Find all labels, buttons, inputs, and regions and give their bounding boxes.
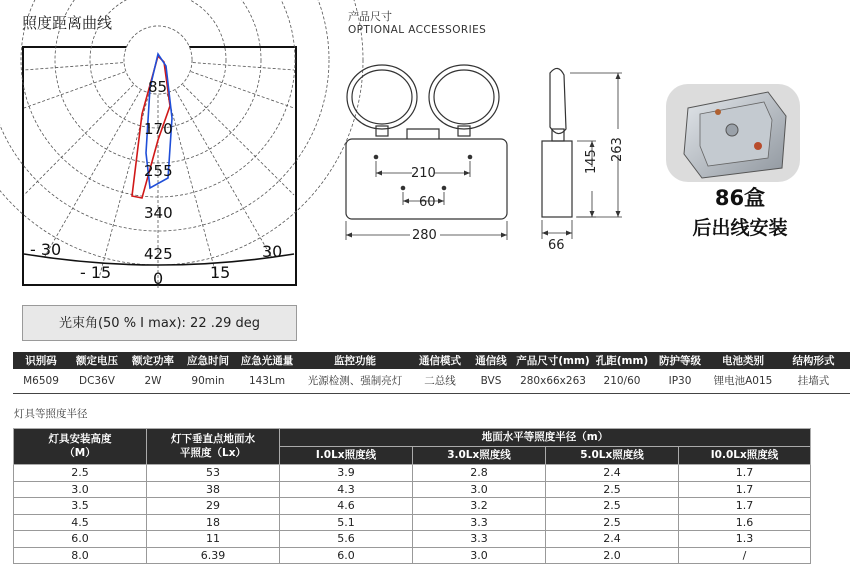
spec-header: 通信模式 (411, 352, 469, 369)
cell: 2.5 (546, 498, 679, 515)
dimension-label: 210 (411, 166, 436, 181)
illum-header-row (14, 429, 811, 447)
cell: 2.5 (546, 514, 679, 531)
ring-label: 85 (148, 78, 168, 96)
header-text: （M） (64, 446, 96, 459)
table-row (14, 481, 811, 498)
spec-header: 识别码 (13, 352, 69, 369)
cell: 4.5 (14, 514, 147, 531)
subheader: I0.0Lx照度线 (679, 447, 811, 465)
spec-cell: 280x66x263 (513, 369, 593, 393)
spec-cell: IP30 (651, 369, 709, 393)
spec-cell: 锂电池A015 (709, 369, 777, 393)
angle-label: - 15 (80, 263, 112, 282)
header-text: 平照度（Lx） (180, 446, 246, 459)
cell: 38 (147, 481, 280, 498)
cell: 4.6 (280, 498, 413, 515)
cell: 4.3 (280, 481, 413, 498)
ring-label: 425 (144, 245, 173, 263)
dimension-label: 280 (412, 228, 437, 243)
cell: 1.3 (679, 531, 811, 548)
spec-cell: DC36V (69, 369, 125, 393)
cell: 2.8 (413, 465, 546, 482)
cell: 3.9 (280, 465, 413, 482)
junction-box-image (664, 82, 802, 184)
cell: 2.4 (546, 465, 679, 482)
cell: 29 (147, 498, 280, 515)
spec-header: 通信线 (469, 352, 513, 369)
cell: 8.0 (14, 547, 147, 564)
spec-header: 产品尺寸(mm) (513, 352, 593, 369)
angle-label: 30 (262, 242, 283, 261)
table-row (13, 369, 850, 393)
beam-angle-box (22, 305, 297, 341)
spec-header: 额定功率 (125, 352, 181, 369)
spec-cell: 挂墙式 (777, 369, 850, 393)
spec-header: 应急光通量 (235, 352, 299, 369)
spec-header: 防护等级 (651, 352, 709, 369)
table-row (14, 514, 811, 531)
header-text: 灯具安装高度 (48, 433, 112, 446)
ring-label: 340 (144, 204, 173, 222)
mounting-label: 后出线安装 (692, 217, 788, 239)
dimension-title: 产品尺寸 (348, 10, 392, 23)
cell: 1.7 (679, 465, 811, 482)
ring-label: 170 (144, 120, 173, 138)
dimension-subtitle: OPTIONAL ACCESSORIES (348, 24, 487, 36)
cell: 18 (147, 514, 280, 531)
cell: 2.5 (546, 481, 679, 498)
table-row (14, 465, 811, 482)
spec-cell: 2W (125, 369, 181, 393)
spec-table (13, 352, 850, 394)
illumination-table-title: 灯具等照度半径 (14, 408, 88, 420)
cell: 6.39 (147, 547, 280, 564)
cell: 2.5 (14, 465, 147, 482)
spec-cell: 143Lm (235, 369, 299, 393)
spec-header: 额定电压 (69, 352, 125, 369)
cell: 3.0 (413, 481, 546, 498)
spec-header-row (13, 352, 850, 369)
spec-header: 应急时间 (181, 352, 235, 369)
header-radius: 地面水平等照度半径（m） (280, 429, 811, 447)
cell: 5.1 (280, 514, 413, 531)
header-text: 灯下垂直点地面水 (171, 433, 255, 446)
illumination-table (13, 428, 811, 564)
ring-label: 255 (144, 162, 173, 180)
polar-chart (22, 46, 297, 286)
spec-header: 监控功能 (299, 352, 411, 369)
cell: 6.0 (14, 531, 147, 548)
cell: 53 (147, 465, 280, 482)
spec-cell: 二总线 (411, 369, 469, 393)
cell: 5.6 (280, 531, 413, 548)
dimension-label: 60 (419, 195, 436, 210)
spec-cell: 光源检测、强制亮灯 (299, 369, 411, 393)
beam-angle-text: 光束角(50 % I max): 22 .29 deg (58, 315, 261, 331)
header-install-height (14, 429, 147, 465)
cell: 2.0 (546, 547, 679, 564)
header-vertical-illuminance (147, 429, 280, 465)
spec-cell: 90min (181, 369, 235, 393)
cell: 1.7 (679, 481, 811, 498)
cell: 1.6 (679, 514, 811, 531)
cell: 3.3 (413, 531, 546, 548)
dimension-label: 66 (548, 238, 565, 253)
subheader: 5.0Lx照度线 (546, 447, 679, 465)
cell: 3.2 (413, 498, 546, 515)
spec-cell: 210/60 (593, 369, 651, 393)
angle-label: 0 (153, 269, 164, 288)
table-row (14, 498, 811, 515)
subheader: I.0Lx照度线 (280, 447, 413, 465)
cell: 2.4 (546, 531, 679, 548)
spec-header: 结构形式 (777, 352, 850, 369)
cell: 1.7 (679, 498, 811, 515)
table-row (14, 547, 811, 564)
spec-header: 电池类别 (709, 352, 777, 369)
spec-cell: BVS (469, 369, 513, 393)
spec-header: 孔距(mm) (593, 352, 651, 369)
angle-label: - 30 (30, 240, 62, 259)
cell: / (679, 547, 811, 564)
spec-cell: M6509 (13, 369, 69, 393)
cell: 11 (147, 531, 280, 548)
cell: 3.0 (413, 547, 546, 564)
subheader: 3.0Lx照度线 (413, 447, 546, 465)
cell: 6.0 (280, 547, 413, 564)
angle-label: 15 (210, 263, 231, 282)
dimension-label: 145 (584, 149, 599, 174)
cell: 3.5 (14, 498, 147, 515)
cell: 3.0 (14, 481, 147, 498)
table-row (14, 531, 811, 548)
polar-chart-title: 照度距离曲线 (22, 14, 113, 32)
cell: 3.3 (413, 514, 546, 531)
mounting-label: 86盒 (714, 186, 766, 210)
dimension-label: 263 (610, 137, 625, 162)
